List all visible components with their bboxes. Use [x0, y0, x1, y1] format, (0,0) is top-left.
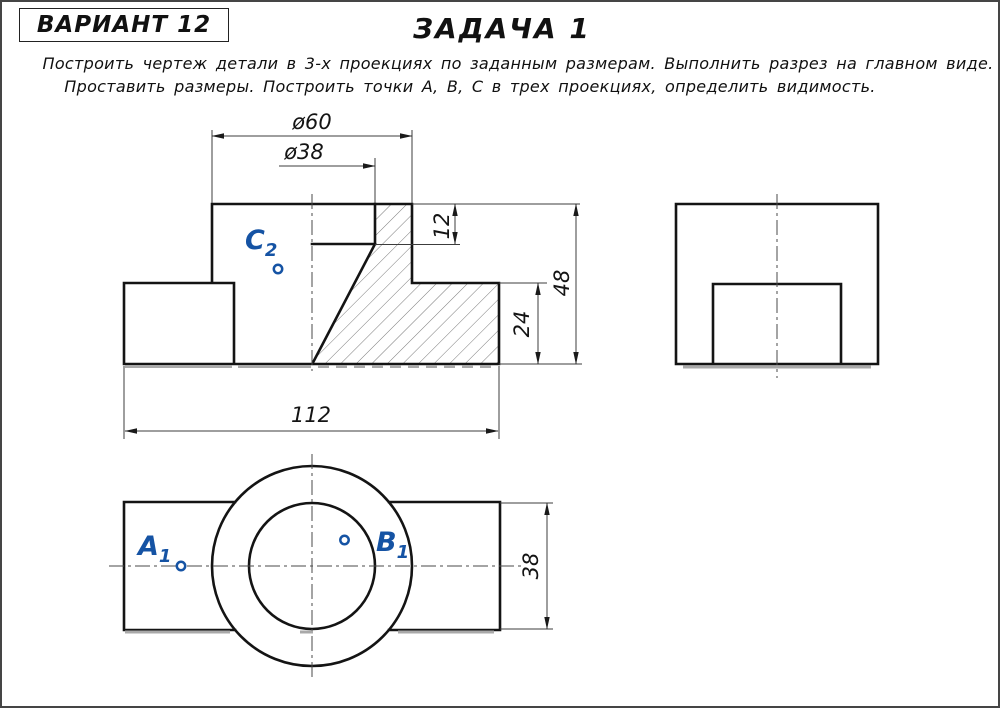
instruction-line-1: Построить чертеж детали в 3-х проекциях по заданным размерам. Выполнить разрез на главном виде. [42, 54, 994, 73]
point-label-c2: $C_2$ [245, 225, 278, 261]
dim-text-38: 38 [519, 552, 543, 580]
technical-drawing [2, 2, 1000, 708]
plan-view [109, 454, 553, 679]
dim-text-112: 112 [290, 403, 332, 427]
point-label-a1: $A_1$ [138, 531, 172, 567]
task-title: ЗАДАЧА 1 [413, 12, 591, 45]
dim-text-12: 12 [430, 212, 454, 240]
front-view [124, 110, 582, 439]
variant-label: ВАРИАНТ 12 [36, 12, 212, 38]
dim-text-d38: ø38 [284, 140, 324, 164]
dim-text-d60: ø60 [292, 110, 332, 134]
dim-text-24: 24 [510, 310, 534, 338]
instruction-line-2: Проставить размеры. Построить точки А, В, С в трех проекциях, определить видимость. [64, 77, 876, 96]
side-view [676, 194, 878, 378]
dim-text-48: 48 [550, 269, 574, 297]
point-marker-c2 [274, 265, 282, 273]
point-label-b1: $B_1$ [376, 527, 410, 563]
point-marker-b1 [340, 536, 348, 544]
point-marker-a1 [177, 562, 185, 570]
